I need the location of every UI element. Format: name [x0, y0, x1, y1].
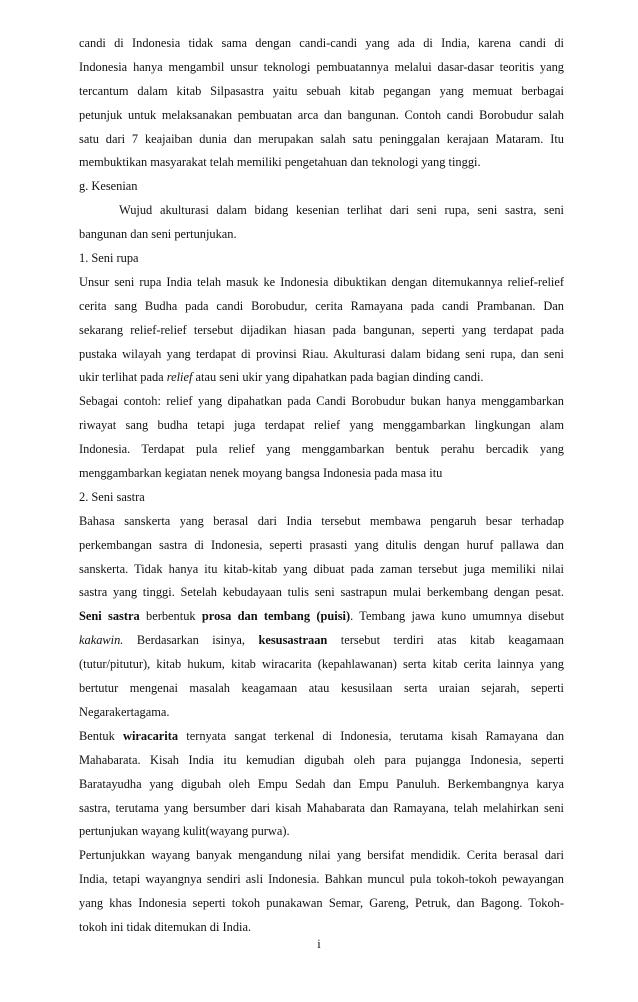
bold-run: kesusastraan [258, 633, 328, 648]
text-line: India, tetapi wayangnya sendiri asli Indonesia. Bahkan muncul pula tokoh-tokoh pewayangan [79, 872, 564, 887]
bold-run: prosa dan tembang (puisi) [201, 609, 351, 624]
text-line: satu dari 7 keajaiban dunia dan merupakan salah satu peninggalan kerajaan Mataram. Itu [79, 131, 564, 146]
text-line: perkembangan sastra di Indonesia, seperti prasasti yang ditulis dengan huruf pallawa dan [79, 537, 564, 552]
text-line: riwayat sang budha tetapi juga terdapat relief yang menggambarkan lingkungan alam [79, 418, 564, 433]
text-line: Negarakertagama. [79, 704, 170, 719]
text-line: tokoh ini tidak ditemukan di India. [79, 919, 252, 934]
bold-run: Seni sastra [79, 609, 140, 624]
text-line: cerita sang Budha pada candi Borobudur, cerita Ramayana pada candi Prambanan. Dan [79, 298, 564, 313]
text-line: Wujud akulturasi dalam bidang kesenian terlihat dari seni rupa, seni sastra, seni [119, 203, 564, 218]
text-run: berbentuk [139, 609, 202, 624]
text-run: tersebut terdiri atas kitab keagamaan [327, 633, 564, 648]
text-line: bangunan dan seni pertunjukan. [79, 227, 237, 242]
section-heading-kesenian: g. Kesenian [79, 179, 138, 194]
text-run: ternyata sangat terkenal di Indonesia, terutama kisah Ramayana dan [178, 728, 565, 743]
text-run: . Tembang jawa kuno umumnya disebut [350, 609, 565, 624]
text-line: tercantum dalam kitab Silpasastra yaitu sebuah kitab pegangan yang memuat berbagai [79, 83, 564, 98]
text-run: Berdasarkan isinya, [123, 633, 259, 648]
text-run: Bentuk [79, 728, 124, 743]
text-line: sanskerta. Tidak hanya itu kitab-kitab yang dibuat pada zaman tersebut juga memiliki nilai [79, 561, 564, 576]
text-line: sekarang relief-relief tersebut dijadikan hiasan pada bangunan, seperti yang terdapat pada [79, 322, 564, 337]
text-line: Baratayudha yang digubah oleh Empu Sedah dan Empu Panuluh. Berkembangnya karya [79, 776, 564, 791]
text-line: pertunjukan wayang kulit(wayang purwa). [79, 824, 290, 839]
text-line: Bahasa sanskerta yang berasal dari India tersebut membawa pengaruh besar terhadap [79, 513, 564, 528]
text-line: (tutur/pitutur), kitab hukum, kitab wiracarita (kepahlawanan) serta kitab cerita lainnya yang [79, 657, 564, 672]
text-line: Indonesia hanya mengambil unsur teknologi pembuatannya melalui dasar-dasar teoritis yang [79, 59, 564, 74]
subheading-seni-rupa: 1. Seni rupa [79, 251, 139, 266]
text-line [79, 629, 564, 653]
text-line: pustaka wilayah yang terdapat di provinsi Riau. Akulturasi dalam bidang seni rupa, dan seni [79, 346, 564, 361]
text-line [79, 725, 564, 749]
text-line: bertutur mengenai masalah keagamaan atau kesusilaan serta uraian sejarah, seperti [79, 681, 564, 696]
text-run: ukir terlihat pada [79, 370, 167, 385]
italic-run: relief [166, 370, 193, 385]
text-line: Indonesia. Terdapat pula relief yang menggambarkan bentuk perahu bercadik yang [79, 442, 564, 457]
subheading-seni-sastra: 2. Seni sastra [79, 489, 145, 504]
text-run: atau seni ukir yang dipahatkan pada bagian dinding candi. [192, 370, 484, 385]
bold-run: wiracarita [123, 728, 179, 743]
text-line: yang khas Indonesia seperti tokoh punakawan Semar, Gareng, Petruk, dan Bagong. Tokoh- [79, 896, 564, 911]
document-body [79, 32, 564, 940]
text-line: Unsur seni rupa India telah masuk ke Indonesia dibuktikan dengan ditemukannya relief-relief [79, 274, 564, 289]
page-number: i [317, 937, 321, 951]
italic-run: kakawin. [79, 633, 124, 648]
text-line [79, 605, 564, 629]
text-line [79, 366, 564, 390]
text-line: sastra, terutama yang bersumber dari kisah Mahabarata dan Ramayana, telah melahirkan seni [79, 800, 564, 815]
text-line: Mahabarata. Kisah India itu kemudian digubah oleh para pujangga Indonesia, seperti [79, 752, 564, 767]
text-line: candi di Indonesia tidak sama dengan candi-candi yang ada di India, karena candi di [79, 36, 564, 50]
text-line: sastra yang tinggi. Setelah kebudayaan tulis seni sastrapun mulai berkembang dengan pesat. [79, 585, 564, 600]
text-line: menggambarkan kegiatan nenek moyang bangsa Indonesia pada masa itu [79, 466, 443, 481]
text-line: petunjuk untuk melaksanakan pembuatan arca dan bangunan. Contoh candi Borobudur salah [79, 107, 564, 122]
text-line: Pertunjukkan wayang banyak mengandung nilai yang bersifat mendidik. Cerita berasal dari [79, 848, 564, 863]
text-line: Sebagai contoh: relief yang dipahatkan pada Candi Borobudur bukan hanya menggambarkan [79, 394, 564, 409]
text-line: membuktikan masyarakat telah memiliki pengetahuan dan teknologi yang tinggi. [79, 155, 481, 170]
